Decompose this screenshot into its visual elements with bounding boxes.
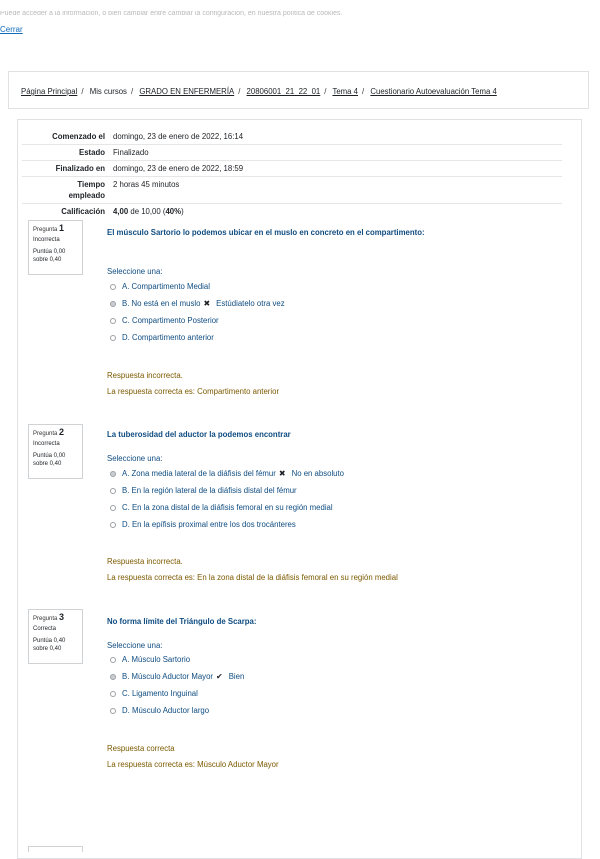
question-1-info bbox=[28, 220, 83, 275]
question-label: Pregunta bbox=[33, 616, 58, 622]
radio-unselected[interactable] bbox=[110, 284, 116, 290]
grade-percent: 40% bbox=[165, 207, 182, 216]
question-2-option-c[interactable] bbox=[110, 503, 333, 512]
option-feedback: Estúdiatelo otra vez bbox=[216, 299, 285, 308]
finished-value: domingo, 23 de enero de 2022, 18:59 bbox=[109, 161, 562, 177]
breadcrumb-degree[interactable]: GRADO EN ENFERMERÍA bbox=[139, 87, 235, 96]
question-1-max: sobre 0,40 bbox=[33, 257, 62, 263]
option-label: A. Compartimento Medial bbox=[122, 282, 210, 291]
question-1-right-answer: La respuesta correcta es: Compartimento anterior bbox=[107, 387, 280, 396]
summary-row-grade bbox=[22, 204, 562, 220]
grade-value bbox=[109, 204, 562, 220]
question-3-option-b[interactable] bbox=[110, 672, 244, 681]
time-label-line-2: empleado bbox=[68, 191, 105, 200]
state-label: Estado bbox=[22, 145, 109, 161]
breadcrumb-quiz[interactable]: Cuestionario Autoevaluación Tema 4 bbox=[370, 87, 497, 96]
question-number: 1 bbox=[59, 223, 65, 233]
summary-row-finished bbox=[22, 161, 562, 177]
next-question-info-edge bbox=[28, 846, 83, 852]
question-1-prompt: Seleccione una: bbox=[107, 267, 163, 276]
question-2-number bbox=[33, 427, 65, 437]
question-number: 2 bbox=[59, 427, 65, 437]
radio-unselected[interactable] bbox=[110, 522, 116, 528]
option-label: D. Compartimento anterior bbox=[122, 333, 214, 342]
incorrect-cross-icon: ✖ bbox=[278, 469, 286, 478]
question-2-info bbox=[28, 424, 83, 479]
radio-selected[interactable] bbox=[110, 674, 116, 680]
time-label bbox=[22, 177, 109, 204]
finished-label: Finalizado en bbox=[22, 161, 109, 177]
option-label: C. Ligamento Inguinal bbox=[122, 689, 198, 698]
question-label: Pregunta bbox=[33, 227, 58, 233]
question-3-info bbox=[28, 609, 83, 664]
question-3-status: Correcta bbox=[33, 626, 57, 632]
option-label: B. En la región lateral de la diáfisis distal del fémur bbox=[122, 486, 297, 495]
grade-label: Calificación bbox=[22, 204, 109, 220]
question-2-option-d[interactable] bbox=[110, 520, 296, 529]
question-1-status: Incorrecta bbox=[33, 237, 60, 243]
started-label: Comenzado el bbox=[52, 132, 105, 141]
attempt-summary-table bbox=[22, 129, 562, 219]
question-1-points: Puntúa 0,00 bbox=[33, 249, 66, 255]
question-label: Pregunta bbox=[33, 431, 58, 437]
cookie-notice: Puede acceder a la información, o bien cambiar entre cambiar la configuración, en nuestra política de cookies. bbox=[0, 11, 343, 17]
time-label-line-1: Tiempo bbox=[77, 180, 105, 189]
question-2-points: Puntúa 0,00 bbox=[33, 453, 66, 459]
question-2-text: La tuberosidad del aductor la podemos encontrar bbox=[107, 430, 291, 439]
question-2-prompt: Seleccione una: bbox=[107, 454, 163, 463]
option-label: D. En la epífisis proximal entre los dos trocánteres bbox=[122, 520, 296, 529]
question-2-status: Incorrecta bbox=[33, 441, 60, 447]
breadcrumb-my-courses: Mis cursos bbox=[89, 87, 127, 96]
radio-selected[interactable] bbox=[110, 471, 116, 477]
breadcrumb: Página Principal / Mis cursos / GRADO EN ENFERMERÍA / 20806001_21_22_01 / Tema 4 / Cuestionario Autoevaluación Tema 4 bbox=[21, 87, 497, 96]
grade-rest: de 10,00 ( bbox=[128, 207, 166, 216]
question-1-text: El músculo Sartorio lo podemos ubicar en el muslo en concreto en el compartimento: bbox=[107, 228, 425, 237]
time-value: 2 horas 45 minutos bbox=[109, 177, 562, 204]
question-1-option-d[interactable] bbox=[110, 333, 214, 342]
question-3-text: No forma límite del Triángulo de Scarpa: bbox=[107, 617, 257, 626]
question-2-option-a[interactable] bbox=[110, 469, 344, 478]
option-label: C. En la zona distal de la diáfisis femoral en su región medial bbox=[122, 503, 333, 512]
radio-unselected[interactable] bbox=[110, 505, 116, 511]
question-3-right-answer: La respuesta correcta es: Músculo Aductor Mayor bbox=[107, 760, 279, 769]
question-2-outcome: Respuesta incorrecta. bbox=[107, 557, 183, 566]
radio-unselected[interactable] bbox=[110, 318, 116, 324]
question-2-max: sobre 0,40 bbox=[33, 461, 62, 467]
question-3-outcome: Respuesta correcta bbox=[107, 744, 175, 753]
option-label: D. Músculo Aductor largo bbox=[122, 706, 210, 715]
breadcrumb-topic[interactable]: Tema 4 bbox=[332, 87, 359, 96]
question-1-option-a[interactable] bbox=[110, 282, 210, 291]
option-feedback: Bien bbox=[228, 672, 245, 681]
summary-row-started bbox=[22, 129, 562, 145]
breadcrumb-home[interactable]: Página Principal bbox=[21, 87, 78, 96]
state-value: Finalizado bbox=[109, 145, 562, 161]
breadcrumb-bar bbox=[8, 71, 589, 109]
question-3-option-c[interactable] bbox=[110, 689, 198, 698]
question-3-option-a[interactable] bbox=[110, 655, 190, 664]
question-3-points: Puntúa 0,40 bbox=[33, 638, 66, 644]
radio-unselected[interactable] bbox=[110, 335, 116, 341]
radio-unselected[interactable] bbox=[110, 708, 116, 714]
radio-unselected[interactable] bbox=[110, 657, 116, 663]
question-2-right-answer: La respuesta correcta es: En la zona distal de la diáfisis femoral en su región medial bbox=[107, 573, 398, 582]
option-feedback: No en absoluto bbox=[291, 469, 345, 478]
question-3-option-d[interactable] bbox=[110, 706, 209, 715]
option-label: B. No está en el muslo bbox=[122, 299, 201, 308]
breadcrumb-course[interactable]: 20806001_21_22_01 bbox=[246, 87, 321, 96]
close-notice-link[interactable]: Cerrar bbox=[0, 25, 23, 34]
summary-row-time bbox=[22, 177, 562, 204]
correct-check-icon: ✔ bbox=[216, 672, 223, 681]
question-3-prompt: Seleccione una: bbox=[107, 641, 163, 650]
incorrect-cross-icon: ✖ bbox=[203, 299, 211, 308]
question-1-option-b[interactable] bbox=[110, 299, 285, 308]
radio-selected[interactable] bbox=[110, 301, 116, 307]
option-label: A. Músculo Sartorio bbox=[122, 655, 191, 664]
question-1-outcome: Respuesta incorrecta. bbox=[107, 371, 183, 380]
grade-close: ) bbox=[181, 207, 184, 216]
summary-row-state bbox=[22, 145, 562, 161]
question-3-number bbox=[33, 612, 65, 622]
question-1-option-c[interactable] bbox=[110, 316, 219, 325]
started-value: domingo, 23 de enero de 2022, 16:14 bbox=[113, 132, 244, 141]
radio-unselected[interactable] bbox=[110, 691, 116, 697]
question-3-max: sobre 0,40 bbox=[33, 646, 62, 652]
option-label: B. Músculo Aductor Mayor bbox=[122, 672, 214, 681]
option-label: C. Compartimento Posterior bbox=[122, 316, 219, 325]
question-2-option-b[interactable] bbox=[110, 486, 297, 495]
question-1-number bbox=[33, 223, 65, 233]
option-label: A. Zona media lateral de la diáfisis del fémur bbox=[122, 469, 276, 478]
radio-unselected[interactable] bbox=[110, 488, 116, 494]
question-number: 3 bbox=[59, 612, 65, 622]
grade-score: 4,00 bbox=[113, 207, 129, 216]
